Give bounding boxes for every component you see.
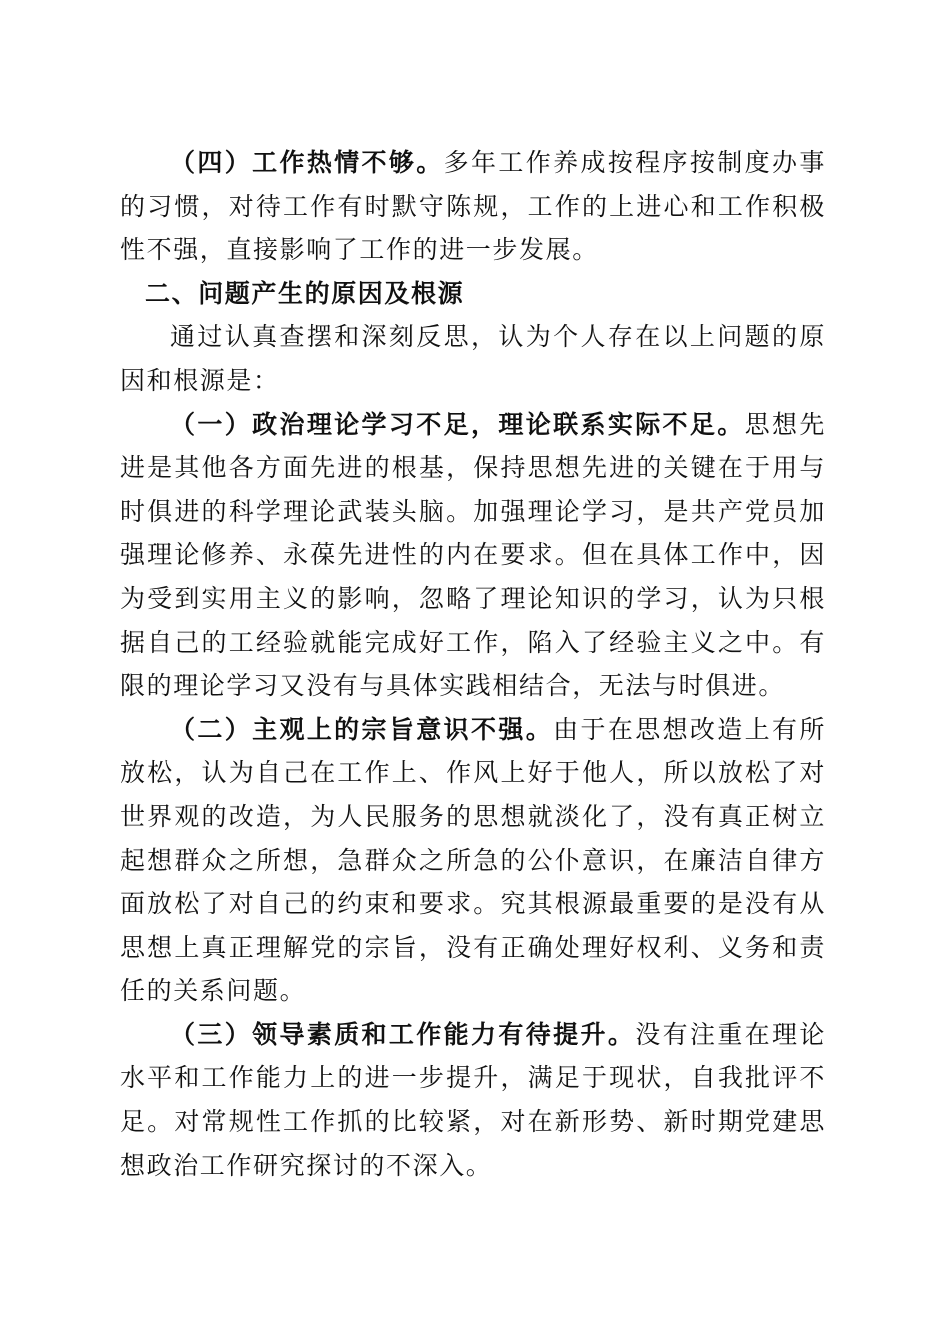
- paragraph-leadership-ability: [120, 1013, 826, 1187]
- paragraph-body: 由于在思想改造上有所放松，认为自己在工作上、作风上好于他人，所以放松了对世界观的改造，为人民服务的思想就淡化了，没有真正树立起想群众之所想，急群众之所急的公仆意识，在廉洁自律方面放松了对自己的约束和要求。究其根源最重要的是没有从思想上真正理解党的宗旨，没有正确处理好权利、义务和责任的关系问题。: [120, 714, 826, 1006]
- paragraph-body: 思想先进是其他各方面先进的根基，保持思想先进的关键在于用与时俱进的科学理论武装头脑。加强理论学习，是共产党员加强理论修养、永葆先进性的内在要求。但在具体工作中，因为受到实用主义的影响，忽略了理论知识的学习，认为只根据自己的工经验就能完成好工作，陷入了经验主义之中。有限的理论学习又没有与具体实践相结合，无法与时俱进。: [120, 409, 826, 701]
- paragraph-lead: （三）领导素质和工作能力有待提升。: [170, 1019, 636, 1049]
- paragraph-body: 多年工作养成按程序按制度办事的习惯，对待工作有时默守陈规，工作的上进心和工作积极性不强，直接影响了工作的进一步发展。: [120, 148, 826, 265]
- paragraph-purpose-awareness: [120, 708, 826, 1013]
- paragraph-body: 没有注重在理论水平和工作能力上的进一步提升，满足于现状，自我批评不足。对常规性工作抓的比较紧，对在新形势、新时期党建思想政治工作研究探讨的不深入。: [120, 1019, 827, 1180]
- paragraph-lead: （一）政治理论学习不足，理论联系实际不足。: [170, 409, 745, 439]
- paragraph-work-enthusiasm: [120, 141, 826, 272]
- paragraph-theory-study: [120, 403, 826, 708]
- paragraph-lead: （二）主观上的宗旨意识不强。: [170, 714, 554, 744]
- document-page: [120, 141, 826, 1187]
- intro-paragraph: 通过认真查摆和深刻反思，认为个人存在以上问题的原因和根源是：: [120, 322, 826, 395]
- paragraph-lead: （四）工作热情不够。: [170, 148, 444, 177]
- section-heading: 二、问题产生的原因及根源: [145, 278, 465, 308]
